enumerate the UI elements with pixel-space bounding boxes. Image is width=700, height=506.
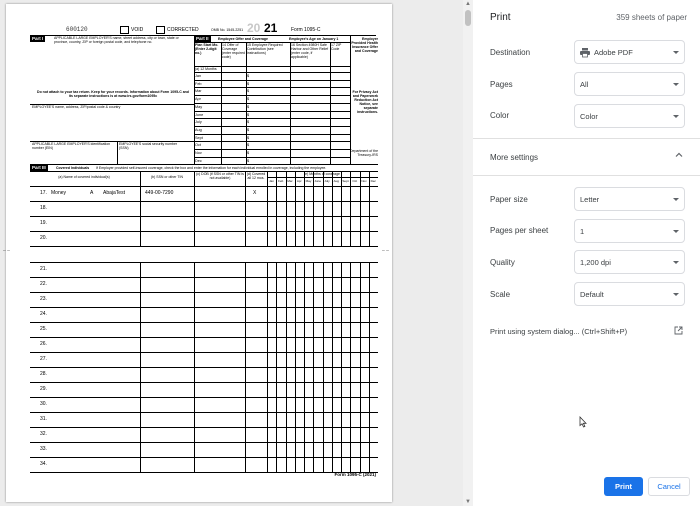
chevron-down-icon	[673, 83, 679, 86]
color-value: Color	[580, 112, 598, 121]
destination-select[interactable]	[574, 40, 685, 64]
month-label: Feb	[195, 81, 202, 86]
coverage-month-header: Oct	[352, 179, 358, 183]
row-number: 22.	[40, 281, 47, 287]
row17-middle-initial: A	[90, 190, 94, 196]
color-select[interactable]	[574, 104, 685, 128]
quality-value: 1,200 dpi	[580, 258, 611, 267]
pages-per-sheet-select[interactable]	[574, 219, 685, 243]
row-number: 23.	[40, 296, 47, 302]
dollar-sign: $	[247, 143, 250, 148]
coverage-month-header: Aug	[333, 179, 339, 183]
month-label: Dec	[195, 158, 202, 163]
fold-mark-right: – –	[382, 248, 389, 254]
destination-value: Adobe PDF	[594, 48, 633, 57]
side-dept: Department of the Treasury-IRS	[350, 149, 379, 157]
row-number: 27.	[40, 356, 47, 362]
scale-value: Default	[580, 290, 604, 299]
coverage-month-header: Mar	[287, 179, 293, 183]
dollar-sign: $	[247, 112, 250, 117]
part2-age: Employee's Age on January 1	[289, 37, 339, 41]
col-a-header: (a) Name of covered individual(s)	[58, 175, 110, 179]
employee-address-label: EMPLOYEE'S name, address, ZIP/postal code & country	[32, 105, 121, 109]
part1-label: Part I	[32, 36, 44, 41]
row-number: 31.	[40, 416, 47, 422]
coverage-month-header: Apr	[296, 179, 302, 183]
quality-select[interactable]	[574, 250, 685, 274]
coverage-month-header: Jan	[269, 179, 274, 183]
quality-label: Quality	[490, 258, 515, 267]
month-label: Mar	[195, 89, 202, 94]
row-number: 25.	[40, 326, 47, 332]
row-number: 21.	[40, 266, 47, 272]
coverage-month-header: July	[324, 179, 330, 183]
month-label: June	[195, 112, 204, 117]
sheet-count: 359 sheets of paper	[616, 13, 687, 22]
col-d-header: (d) Covered all 12 mos.	[246, 172, 266, 180]
chevron-up-icon[interactable]	[675, 151, 683, 159]
coverage-month-header: May	[305, 179, 312, 183]
void-checkbox	[120, 26, 129, 34]
part2-title: Employee Offer and Coverage	[218, 37, 268, 41]
month-label: Oct	[195, 143, 201, 148]
plan-start-header: Plan Start Mo. (Enter 2-digit no.)	[195, 43, 219, 55]
row17-first-name: Money	[51, 190, 67, 196]
destination-label: Destination	[490, 48, 531, 57]
dollar-sign: $	[247, 97, 250, 102]
preview-page	[3, 4, 392, 502]
part3-title: Covered Individuals	[56, 166, 90, 170]
pages-per-sheet-label: Pages per sheet	[490, 226, 549, 235]
side-title: Employer Provided Health Insurance Offer and Coverage	[351, 37, 378, 53]
dollar-sign: $	[247, 89, 250, 94]
coverage-month-header: Feb	[278, 179, 284, 183]
void-label: VOID	[131, 27, 144, 33]
more-settings-toggle[interactable]: More settings	[490, 153, 539, 162]
row-number: 30.	[40, 401, 47, 407]
chevron-down-icon	[673, 230, 679, 233]
chevron-down-icon	[673, 115, 679, 118]
printer-icon	[580, 48, 590, 57]
chevron-down-icon	[673, 198, 679, 201]
ssn-label: EMPLOYEE'S social security number (SSN)	[119, 142, 178, 150]
chevron-down-icon	[673, 261, 679, 264]
dollar-sign: $	[247, 104, 250, 109]
ein-label: APPLICABLE LARGE EMPLOYER'S identification number (EIN)	[32, 142, 111, 150]
paper-size-select[interactable]	[574, 187, 685, 211]
dollar-sign: $	[247, 120, 250, 125]
coverage-month-header: Dec	[370, 179, 376, 183]
cancel-button[interactable]: Cancel	[648, 477, 690, 496]
scroll-up-icon[interactable]: ▲	[465, 1, 471, 7]
form-title: Form 1095-C	[291, 27, 321, 33]
chevron-down-icon	[673, 293, 679, 296]
side-privacy: For Privacy Act and Paperwork Reduction Act Notice, see separate instructions.	[352, 90, 378, 114]
coverage-month-header: Sept	[342, 179, 349, 183]
print-settings-panel	[473, 0, 700, 506]
col14-header: 14 Offer of Coverage (enter required code)	[222, 43, 245, 59]
part3-note: If Employer provided self-insured coverage, check the box and enter the information for each individual enrolled in coverage, including the employee.	[96, 166, 327, 170]
pages-label: Pages	[490, 80, 513, 89]
row-number: 26.	[40, 341, 47, 347]
divider	[473, 138, 700, 139]
print-button[interactable]: Print	[604, 477, 643, 496]
mouse-cursor-icon	[579, 416, 587, 428]
form-code: 600120	[66, 26, 88, 33]
dollar-sign: $	[247, 127, 250, 132]
month-label: Jan	[195, 74, 202, 78]
dollar-sign: $	[247, 81, 250, 86]
month-label: Nov	[195, 151, 202, 155]
scale-select[interactable]	[574, 282, 685, 306]
pages-per-sheet-value: 1	[580, 227, 585, 236]
dollar-sign: $	[247, 151, 250, 155]
row-number: 28.	[40, 371, 47, 377]
row-number: 18.	[40, 205, 47, 211]
system-dialog-link[interactable]: Print using system dialog... (Ctrl+Shift+P)	[490, 327, 628, 336]
col15-header: 15 Employee Required Contribution (see instructions)	[247, 43, 283, 55]
preview-scrollbar[interactable]	[463, 0, 473, 506]
divider	[473, 175, 700, 176]
month-label: May	[195, 104, 203, 109]
scale-label: Scale	[490, 290, 511, 299]
row-number: 19.	[40, 220, 47, 226]
row17-covered-all: X	[253, 190, 257, 196]
color-label: Color	[490, 111, 510, 120]
dollar-sign: $	[247, 74, 250, 78]
row17-ssn: 449-00-7290	[145, 190, 174, 196]
part1-instructions: APPLICABLE LARGE EMPLOYER'S name, street address, city or town, state or province, country, ZIP or foreign postal code, and telephone no.	[54, 36, 179, 44]
chevron-down-icon	[673, 51, 679, 54]
coverage-month-header: June	[314, 179, 321, 183]
pages-select[interactable]	[574, 72, 685, 96]
dollar-sign: $	[247, 135, 250, 140]
col-c-header: (c) DOB (if SSN or other TIN is not available)	[196, 172, 244, 180]
row-number: 20.	[40, 235, 47, 241]
col-b-header: (b) SSN or other TIN	[150, 175, 184, 179]
panel-title: Print	[490, 12, 511, 23]
corrected-label: CORRECTED	[167, 27, 199, 33]
paper-size-value: Letter	[580, 195, 600, 204]
paper-size-label: Paper size	[490, 195, 528, 204]
month-label: Apr	[195, 97, 201, 102]
month-label: Sept	[195, 135, 203, 140]
row-number: 24.	[40, 311, 47, 317]
row-number: 32.	[40, 431, 47, 437]
months-label: (a) 12 Months	[195, 67, 217, 71]
col-e-header: (e) Months of coverage	[304, 172, 340, 176]
row17-last-name: AbajaTest	[103, 190, 125, 196]
col17-header: 17 ZIP Code	[331, 43, 342, 51]
dollar-sign: $	[247, 158, 250, 163]
scroll-down-icon[interactable]: ▼	[465, 499, 471, 505]
attach-note: Do not attach to your tax return. Keep for your records. Information about Form 1095-C and its separate instructions is at www.irs.gov/form1095c	[37, 90, 189, 98]
month-label: July	[195, 120, 202, 125]
omb-number: OMB No. 1545-2251	[211, 28, 244, 32]
pages-value: All	[580, 80, 589, 89]
row17-number: 17.	[40, 190, 47, 196]
part2-label: Part II	[196, 36, 209, 41]
month-label: Aug	[195, 127, 202, 132]
fold-mark-left: – –	[3, 248, 10, 254]
corrected-checkbox	[156, 26, 165, 34]
open-in-new-icon[interactable]	[674, 326, 683, 335]
col16-header: 16 Section 4980H Safe Harbor and Other Relief (enter code, if applicable)	[291, 43, 329, 59]
form-footer: Form 1095-C (2021)	[334, 472, 376, 477]
row-number: 33.	[40, 446, 47, 452]
form-year-suffix: 21	[264, 21, 278, 35]
row-number: 34.	[40, 461, 47, 467]
row-number: 29.	[40, 386, 47, 392]
scrollbar-thumb[interactable]	[465, 10, 471, 26]
coverage-month-header: Nov	[361, 179, 367, 183]
form-year-prefix: 20	[247, 21, 261, 35]
part3-label: Part III	[32, 165, 46, 170]
